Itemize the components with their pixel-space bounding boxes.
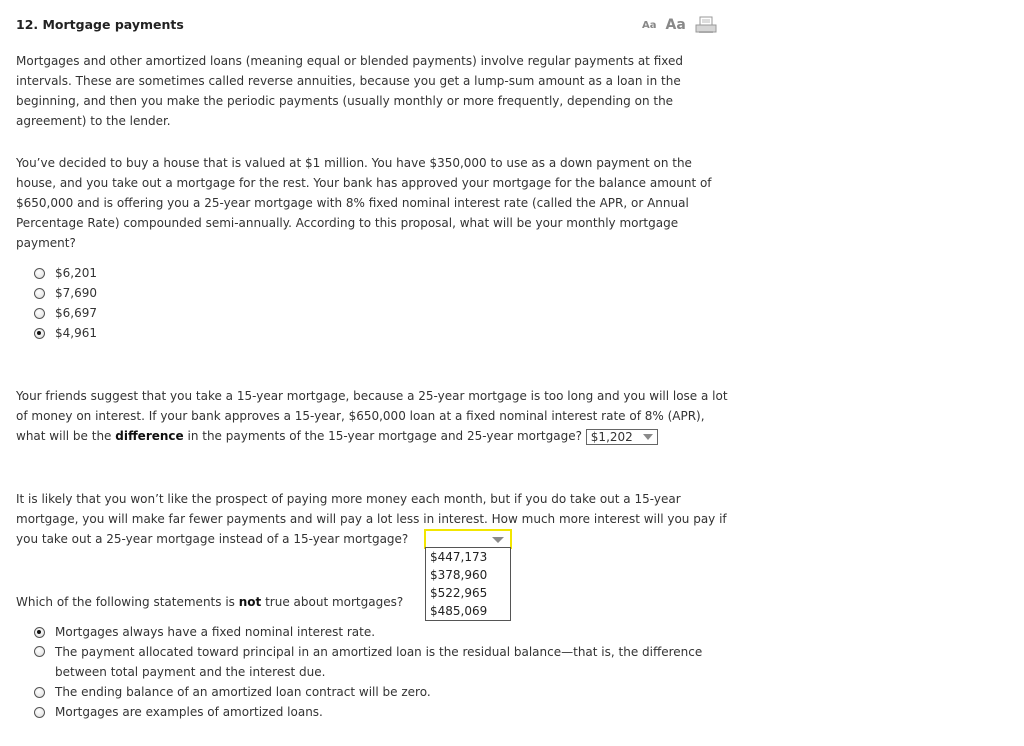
payment-option[interactable]: $6,201 (34, 263, 97, 283)
statement-option[interactable]: Mortgages are examples of amortized loans. (34, 702, 714, 722)
interest-dropdown[interactable] (424, 529, 512, 549)
radio-button-selected[interactable] (34, 627, 45, 638)
font-increase-button[interactable]: Aa (665, 17, 686, 33)
font-decrease-button[interactable]: Aa (642, 19, 657, 31)
payment-option[interactable]: $6,697 (34, 303, 97, 323)
statement-option[interactable]: The payment allocated toward principal in an amortized loan is the residual balance—that is, the difference between total payment and the interest due. (34, 642, 714, 682)
dropdown-option[interactable]: $485,069 (430, 604, 488, 618)
statement-option[interactable]: Mortgages always have a fixed nominal interest rate. (34, 622, 714, 642)
statement-option[interactable]: The ending balance of an amortized loan contract will be zero. (34, 682, 714, 702)
dropdown-option[interactable]: $522,965 (430, 586, 488, 600)
radio-button-selected[interactable] (34, 328, 45, 339)
radio-button[interactable] (34, 308, 45, 319)
payment-choices (34, 263, 97, 343)
scenario-paragraph: You’ve decided to buy a house that is valued at $1 million. You have $350,000 to use as a down payment on the house, and you take out a mortgage for the rest. Your bank has approved your mortgage for the balance amount of $650,000 and is offering you a 25-year mortgage with 8% fixed nominal interest rate (called the APR, or Annual Percentage Rate) compounded semi-annually. According to this proposal, what will be your monthly mortgage payment? (16, 156, 712, 250)
question-title: 12. Mortgage payments (16, 17, 184, 32)
payment-option[interactable]: $7,690 (34, 283, 97, 303)
dropdown-option[interactable]: $447,173 (430, 550, 488, 564)
intro-paragraph: Mortgages and other amortized loans (meaning equal or blended payments) involve regular payments at fixed intervals. These are sometimes called reverse annuities, because you get a lump-sum amount as a loan in the beginning, and then you make the periodic payments (usually monthly or more frequently, depending on the agreement) to the lender. (16, 54, 683, 128)
interest-question: It is likely that you won’t like the prospect of paying more money each month, but if you do take out a 15-year mortgage, you will make far fewer payments and will pay a lot less in interest. How much more interest will you pay if you take out a 25-year mortgage instead of a 15-year mortgage? (16, 492, 727, 546)
radio-button[interactable] (34, 707, 45, 718)
payment-option[interactable]: $4,961 (34, 323, 97, 343)
statement-question: Which of the following statements is not true about mortgages? (16, 595, 404, 609)
interest-dropdown-list (425, 547, 511, 621)
difference-dropdown[interactable]: $1,202 (586, 429, 658, 445)
radio-button[interactable] (34, 687, 45, 698)
statement-choices (34, 622, 714, 722)
dropdown-option[interactable]: $378,960 (430, 568, 488, 582)
print-icon[interactable] (695, 16, 717, 34)
difference-question: Your friends suggest that you take a 15-year mortgage, because a 25-year mortgage is too long and you will lose a lot of money on interest. If your bank approves a 15-year, $650,000 loan at a fixed nominal interest rate of 8% (APR), what will be the difference in the payments of the 15-year mortgage and 25-year mortgage? $1,202 (16, 389, 728, 444)
radio-button[interactable] (34, 646, 45, 657)
toolbar (642, 16, 717, 34)
chevron-down-icon (643, 434, 653, 440)
radio-button[interactable] (34, 288, 45, 299)
chevron-down-icon (492, 537, 504, 543)
radio-button[interactable] (34, 268, 45, 279)
